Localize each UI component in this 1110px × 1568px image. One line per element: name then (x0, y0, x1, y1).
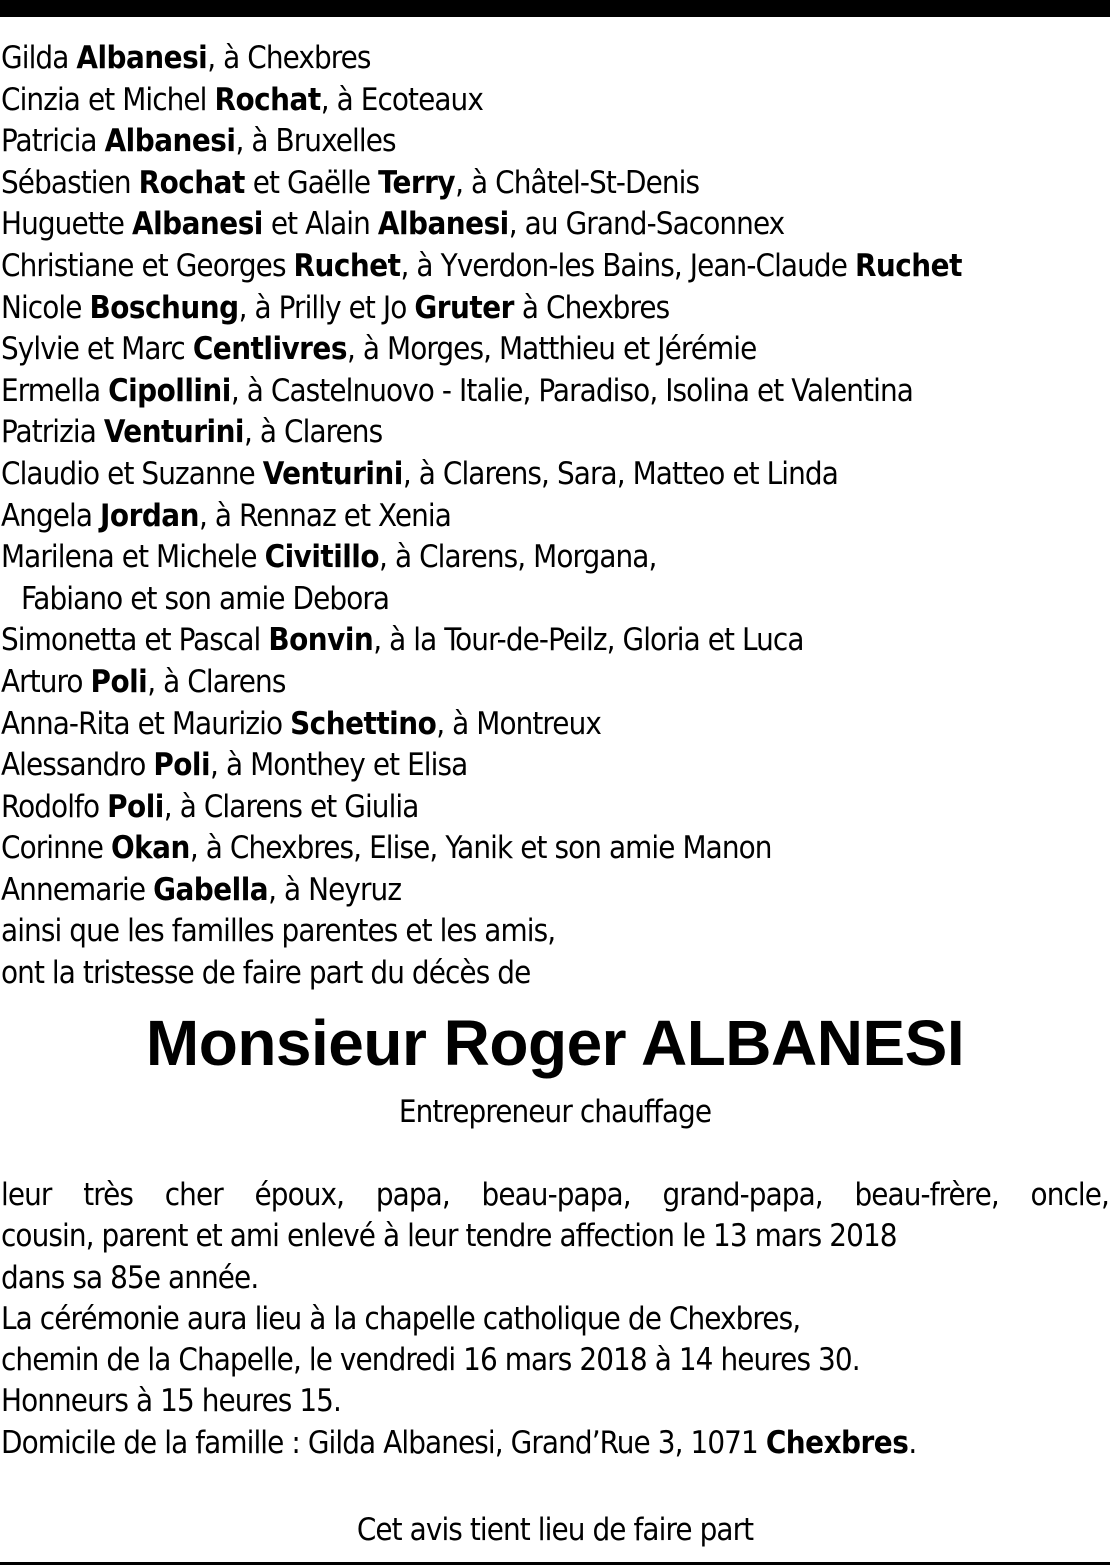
text-line (1, 704, 1109, 746)
text-segment: Sébastien (1, 164, 139, 201)
text-segment: La cérémonie aura lieu à la chapelle catholique de Chexbres, (1, 1300, 801, 1337)
surname: Bonvin (268, 622, 374, 659)
surname: Terry (378, 164, 456, 201)
text-segment: , à Neyruz (268, 871, 402, 908)
surname: Ruchet (854, 247, 962, 284)
surname: Albanesi (132, 206, 263, 243)
text-line (1, 787, 1109, 829)
text-segment: Sylvie et Marc (1, 331, 193, 368)
text-segment: Rodolfo (1, 788, 108, 825)
surname: Albanesi (377, 206, 509, 243)
text-line (1, 1381, 1109, 1422)
text-segment: , à Chexbres (207, 40, 371, 76)
text-line (1, 745, 1109, 787)
text-segment: , à Clarens et Giulia (163, 788, 419, 825)
text-segment: , à Clarens, Sara, Matteo et Linda (402, 455, 838, 492)
deceased-profession: Entrepreneur chauffage (398, 1094, 712, 1130)
text-segment: à Chexbres (513, 289, 670, 326)
text-segment: Ermella (1, 372, 109, 409)
text-segment: Patricia (1, 123, 105, 160)
text-segment: Domicile de la famille : Gilda Albanesi, Grand’Rue 3, 1071 (1, 1424, 766, 1461)
text-segment: Gilda (1, 40, 77, 76)
surname: Albanesi (76, 40, 208, 76)
text-line (1, 1423, 1109, 1464)
text-line (1, 246, 1109, 288)
text-line (1, 412, 1109, 454)
text-segment: Simonetta et Pascal (1, 622, 269, 659)
top-rule (0, 0, 1110, 17)
text-segment: Anna-Rita et Maurizio (1, 705, 291, 742)
text-segment: . (908, 1424, 917, 1461)
text-segment: , à Bruxelles (235, 123, 396, 160)
text-segment: , à Yverdon-les Bains, Jean-Claude (400, 247, 855, 284)
text-line (1, 911, 1109, 953)
text-segment: ainsi que les familles parentes et les amis, (1, 913, 556, 950)
surname: Civitillo (264, 539, 380, 576)
text-segment: Christiane et Georges (1, 247, 294, 284)
text-segment: , à Monthey et Elisa (210, 747, 468, 784)
text-segment: , à la Tour-de-Peilz, Gloria et Luca (373, 622, 804, 659)
text-segment: , à Châtel-St-Denis (455, 164, 700, 201)
closing-note: Cet avis tient lieu de faire part (356, 1512, 754, 1548)
text-line (1, 828, 1109, 870)
text-segment: et Alain (262, 206, 378, 243)
family-list (1, 38, 1109, 995)
text-segment: Huguette (1, 206, 132, 243)
text-segment: cousin, parent et ami enlevé à leur tendre affection le 13 mars 2018 (1, 1218, 897, 1255)
surname: Venturini (103, 414, 244, 451)
text-line (1, 329, 1109, 371)
surname: Cipollini (108, 372, 231, 409)
text-segment: , à Ecoteaux (320, 81, 483, 118)
surname: Venturini (262, 455, 403, 492)
text-line (1, 870, 1109, 912)
text-line (1, 579, 1109, 621)
text-line (1, 496, 1109, 538)
text-line (1, 537, 1109, 579)
surname: Jordan (100, 497, 199, 534)
announcement-text (1, 1175, 1109, 1464)
text-line (1, 163, 1109, 205)
text-segment: Honneurs à 15 heures 15. (1, 1383, 341, 1420)
text-segment: Angela (1, 497, 101, 534)
text-segment: , à Clarens, Morgana, (379, 539, 657, 576)
surname: Okan (110, 830, 190, 867)
text-line (1, 1258, 1109, 1299)
text-line (1, 1299, 1109, 1340)
surname: Boschung (89, 289, 239, 326)
text-segment: , à Rennaz et Xenia (198, 497, 451, 534)
surname: Gruter (414, 289, 514, 326)
text-line (1, 288, 1109, 330)
text-segment: leur très cher époux, papa, beau-papa, grand-papa, beau-frère, oncle, (1, 1177, 1109, 1213)
text-segment: Nicole (1, 289, 90, 326)
text-segment: Arturo (1, 663, 91, 700)
text-segment: Fabiano et son amie Debora (21, 580, 390, 617)
surname: Poli (153, 747, 211, 784)
text-line (1, 1216, 1109, 1257)
text-line (1, 38, 1109, 80)
text-segment: , à Clarens (243, 414, 383, 451)
surname: Gabella (153, 871, 269, 908)
text-segment: , au Grand-Saconnex (508, 206, 785, 243)
text-segment: chemin de la Chapelle, le vendredi 16 mars 2018 à 14 heures 30. (1, 1342, 860, 1379)
surname: Ruchet (293, 247, 401, 284)
text-line (1, 1175, 1109, 1216)
text-segment: Marilena et Michele (1, 539, 265, 576)
text-line (1, 80, 1109, 122)
surname: Rochat (214, 81, 321, 118)
text-segment: ont la tristesse de faire part du décès de (1, 955, 531, 992)
text-segment: Patrizia (1, 414, 104, 451)
text-line (1, 454, 1109, 496)
deceased-name: Monsieur Roger ALBANESI (145, 1007, 965, 1079)
text-segment: dans sa 85e année. (1, 1259, 259, 1296)
text-line (1, 620, 1109, 662)
text-segment: , à Clarens (147, 663, 286, 700)
text-segment: et Gaëlle (244, 164, 379, 201)
text-line (1, 371, 1109, 413)
surname: Poli (90, 663, 148, 700)
text-segment: Claudio et Suzanne (1, 455, 263, 492)
text-line (1, 204, 1109, 246)
surname: Rochat (138, 164, 245, 201)
text-line (1, 121, 1109, 163)
text-segment: , à Morges, Matthieu et Jérémie (346, 331, 757, 368)
text-line (1, 1340, 1109, 1381)
bottom-rule (0, 1562, 1110, 1565)
text-segment: Annemarie (1, 871, 154, 908)
surname: Centlivres (192, 331, 347, 368)
text-segment: Corinne (1, 830, 111, 867)
text-segment: Alessandro (1, 747, 154, 784)
surname: Chexbres (765, 1424, 909, 1461)
surname: Albanesi (104, 123, 236, 160)
text-segment: , à Montreux (436, 705, 601, 742)
text-segment: , à Prilly et Jo (238, 289, 415, 326)
text-segment: , à Chexbres, Elise, Yanik et son amie Manon (189, 830, 772, 867)
text-segment: , à Castelnuovo - Italie, Paradiso, Isolina et Valentina (230, 372, 913, 409)
text-line (1, 953, 1109, 995)
surname: Poli (107, 788, 164, 825)
surname: Schettino (290, 705, 437, 742)
text-line (1, 662, 1109, 704)
text-segment: Cinzia et Michel (1, 81, 215, 118)
